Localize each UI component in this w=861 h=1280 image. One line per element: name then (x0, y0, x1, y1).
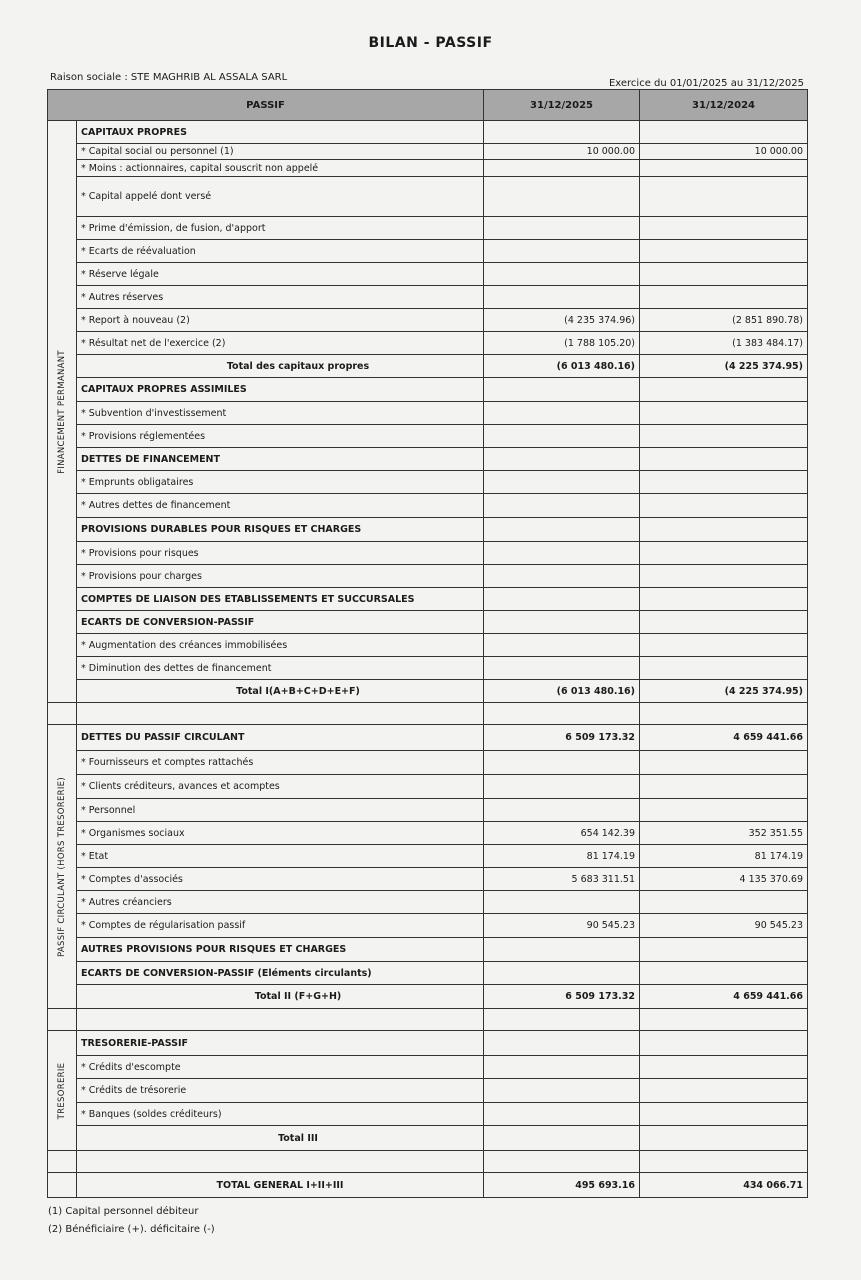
value-2024 (640, 494, 808, 518)
value-2025: 90 545.23 (484, 914, 640, 938)
value-2024 (640, 1126, 808, 1151)
table-row (48, 402, 808, 425)
value-2024 (640, 1151, 808, 1173)
group-label: FINANCEMENT PERMANANT (57, 349, 67, 474)
value-2024 (640, 286, 808, 309)
value-2025 (484, 286, 640, 309)
value-2025 (484, 177, 640, 217)
row-label: DETTES DE FINANCEMENT (77, 448, 484, 471)
header-year-2024: 31/12/2024 (640, 90, 808, 121)
table-row (48, 891, 808, 914)
value-2025 (484, 657, 640, 680)
table-row (48, 378, 808, 402)
value-2024 (640, 402, 808, 425)
value-2025 (484, 518, 640, 542)
group-financement-permanent (48, 121, 77, 703)
value-2025 (484, 425, 640, 448)
value-2024: 4 659 441.66 (640, 985, 808, 1009)
row-label: COMPTES DE LIAISON DES ETABLISSEMENTS ET SUCCURSALES (77, 588, 484, 611)
value-2024 (640, 542, 808, 565)
row-label: Total III (77, 1126, 484, 1151)
fiscal-period: Exercice du 01/01/2025 au 31/12/2025 (608, 78, 804, 89)
table-row (48, 868, 808, 891)
value-2025 (484, 471, 640, 494)
row-label: * Autres créanciers (77, 891, 484, 914)
row-label: CAPITAUX PROPRES (77, 121, 484, 144)
row-label (77, 1151, 484, 1173)
row-label: * Comptes d'associés (77, 868, 484, 891)
row-label: * Subvention d'investissement (77, 402, 484, 425)
group-label: TRESORERIE (57, 1062, 67, 1119)
table-row (48, 263, 808, 286)
row-label: * Crédits d'escompte (77, 1056, 484, 1079)
table-row (48, 938, 808, 962)
row-label (77, 703, 484, 725)
value-2025: (6 013 480.16) (484, 680, 640, 703)
row-label: * Report à nouveau (2) (77, 309, 484, 332)
value-2024: 4 135 370.69 (640, 868, 808, 891)
value-2025 (484, 565, 640, 588)
table-row (48, 914, 808, 938)
table-row (48, 471, 808, 494)
value-2024 (640, 588, 808, 611)
value-2025 (484, 634, 640, 657)
value-2024: 90 545.23 (640, 914, 808, 938)
table-row (48, 160, 808, 177)
value-2024 (640, 121, 808, 144)
company-name: Raison sociale : STE MAGHRIB AL ASSALA SARL (50, 72, 288, 83)
value-2025: 6 509 173.32 (484, 725, 640, 751)
table-row (48, 680, 808, 703)
value-2025: (4 235 374.96) (484, 309, 640, 332)
value-2024: (4 225 374.95) (640, 355, 808, 378)
table-row (48, 588, 808, 611)
table-row (48, 240, 808, 263)
value-2025: 81 174.19 (484, 845, 640, 868)
header-passif: PASSIF (48, 90, 484, 121)
value-2025 (484, 378, 640, 402)
table-row (48, 144, 808, 160)
value-2025: (6 013 480.16) (484, 355, 640, 378)
table-row (48, 286, 808, 309)
row-label: ECARTS DE CONVERSION-PASSIF (Eléments circulants) (77, 962, 484, 985)
value-2024 (640, 1079, 808, 1103)
row-label: * Ecarts de réévaluation (77, 240, 484, 263)
group-empty-cell (48, 703, 77, 725)
table-row (48, 518, 808, 542)
value-2025 (484, 402, 640, 425)
value-2024 (640, 938, 808, 962)
value-2024: 4 659 441.66 (640, 725, 808, 751)
passif-table (47, 89, 808, 1198)
table-row (48, 542, 808, 565)
table-row (48, 177, 808, 217)
row-label: ECARTS DE CONVERSION-PASSIF (77, 611, 484, 634)
table-row (48, 1079, 808, 1103)
group-label: PASSIF CIRCULANT (HORS TRESORERIE) (57, 776, 67, 957)
value-2024 (640, 240, 808, 263)
value-2025 (484, 588, 640, 611)
value-2025 (484, 962, 640, 985)
value-2025 (484, 160, 640, 177)
value-2025: 654 142.39 (484, 822, 640, 845)
value-2025 (484, 494, 640, 518)
value-2024 (640, 518, 808, 542)
table-row (48, 494, 808, 518)
table-row (48, 1056, 808, 1079)
row-label: TOTAL GENERAL I+II+III (77, 1173, 484, 1198)
group-passif-circulant (48, 725, 77, 1009)
row-label: * Capital social ou personnel (1) (77, 144, 484, 160)
value-2025 (484, 240, 640, 263)
table-row (48, 962, 808, 985)
header-year-2025: 31/12/2025 (484, 90, 640, 121)
table-row (48, 1103, 808, 1126)
spacer-row (48, 1151, 808, 1173)
table-header-row (48, 90, 808, 121)
table-row (48, 634, 808, 657)
table-row (48, 751, 808, 775)
table-row (48, 309, 808, 332)
value-2024 (640, 565, 808, 588)
value-2024: (1 383 484.17) (640, 332, 808, 355)
value-2024 (640, 177, 808, 217)
row-label: * Provisions pour charges (77, 565, 484, 588)
value-2024 (640, 775, 808, 799)
value-2025 (484, 121, 640, 144)
row-label: * Emprunts obligataires (77, 471, 484, 494)
value-2025 (484, 448, 640, 471)
row-label: * Résultat net de l'exercice (2) (77, 332, 484, 355)
value-2025: 495 693.16 (484, 1173, 640, 1198)
value-2024 (640, 611, 808, 634)
row-label (77, 1009, 484, 1031)
row-label: * Capital appelé dont versé (77, 177, 484, 217)
value-2025: 10 000.00 (484, 144, 640, 160)
row-label: * Provisions réglementées (77, 425, 484, 448)
row-label: Total I(A+B+C+D+E+F) (77, 680, 484, 703)
row-label: * Personnel (77, 799, 484, 822)
table-row (48, 121, 808, 144)
table-row (48, 1031, 808, 1056)
spacer-row (48, 703, 808, 725)
row-label: * Diminution des dettes de financement (77, 657, 484, 680)
table-row (48, 332, 808, 355)
row-label: * Prime d'émission, de fusion, d'apport (77, 217, 484, 240)
table-row (48, 425, 808, 448)
value-2024: 10 000.00 (640, 144, 808, 160)
group-tresorerie (48, 1031, 77, 1151)
value-2025 (484, 217, 640, 240)
value-2025 (484, 799, 640, 822)
value-2025 (484, 703, 640, 725)
spacer-row (48, 1009, 808, 1031)
value-2024 (640, 751, 808, 775)
group-empty-cell (48, 1009, 77, 1031)
row-label: CAPITAUX PROPRES ASSIMILES (77, 378, 484, 402)
row-label: * Autres dettes de financement (77, 494, 484, 518)
value-2025 (484, 891, 640, 914)
value-2025 (484, 1151, 640, 1173)
value-2025 (484, 542, 640, 565)
value-2024 (640, 160, 808, 177)
value-2025 (484, 1103, 640, 1126)
table-body (48, 121, 808, 1198)
group-empty-cell (48, 1173, 77, 1198)
table-row (48, 725, 808, 751)
table-row (48, 611, 808, 634)
row-label: * Comptes de régularisation passif (77, 914, 484, 938)
table-row (48, 775, 808, 799)
row-label: * Etat (77, 845, 484, 868)
value-2025 (484, 1056, 640, 1079)
value-2024 (640, 217, 808, 240)
value-2024 (640, 657, 808, 680)
row-label: * Clients créditeurs, avances et acomptes (77, 775, 484, 799)
group-empty-cell (48, 1151, 77, 1173)
value-2025 (484, 1009, 640, 1031)
table-row (48, 217, 808, 240)
row-label: * Provisions pour risques (77, 542, 484, 565)
row-label: Total II (F+G+H) (77, 985, 484, 1009)
value-2024 (640, 1056, 808, 1079)
value-2024 (640, 263, 808, 286)
value-2024 (640, 962, 808, 985)
row-label: * Moins : actionnaires, capital souscrit non appelé (77, 160, 484, 177)
row-label: DETTES DU PASSIF CIRCULANT (77, 725, 484, 751)
value-2024 (640, 378, 808, 402)
value-2025 (484, 611, 640, 634)
value-2024: 352 351.55 (640, 822, 808, 845)
row-label: * Fournisseurs et comptes rattachés (77, 751, 484, 775)
footnote-2: (2) Bénéficiaire (+). déficitaire (-) (48, 1224, 215, 1235)
row-label: * Banques (soldes créditeurs) (77, 1103, 484, 1126)
value-2024 (640, 471, 808, 494)
value-2024 (640, 799, 808, 822)
value-2025: (1 788 105.20) (484, 332, 640, 355)
row-label: * Augmentation des créances immobilisées (77, 634, 484, 657)
row-label: * Autres réserves (77, 286, 484, 309)
value-2024 (640, 891, 808, 914)
table-row (48, 448, 808, 471)
value-2025: 6 509 173.32 (484, 985, 640, 1009)
value-2024 (640, 1103, 808, 1126)
value-2025 (484, 775, 640, 799)
row-label: PROVISIONS DURABLES POUR RISQUES ET CHARGES (77, 518, 484, 542)
table-row (48, 845, 808, 868)
row-label: Total des capitaux propres (77, 355, 484, 378)
value-2025 (484, 1126, 640, 1151)
value-2024: 434 066.71 (640, 1173, 808, 1198)
table-row (48, 799, 808, 822)
row-label: * Crédits de trésorerie (77, 1079, 484, 1103)
value-2024: 81 174.19 (640, 845, 808, 868)
value-2024: (4 225 374.95) (640, 680, 808, 703)
page-title: BILAN - PASSIF (368, 35, 493, 51)
table-row (48, 985, 808, 1009)
value-2024 (640, 634, 808, 657)
table-row (48, 565, 808, 588)
table-row (48, 1126, 808, 1151)
table-row (48, 657, 808, 680)
value-2024 (640, 1031, 808, 1056)
table-row (48, 355, 808, 378)
value-2024 (640, 703, 808, 725)
value-2025 (484, 263, 640, 286)
value-2025 (484, 938, 640, 962)
row-label: * Réserve légale (77, 263, 484, 286)
value-2025: 5 683 311.51 (484, 868, 640, 891)
table-row (48, 1173, 808, 1198)
footnote-1: (1) Capital personnel débiteur (48, 1206, 199, 1217)
row-label: * Organismes sociaux (77, 822, 484, 845)
value-2025 (484, 751, 640, 775)
table-row (48, 822, 808, 845)
footnotes (48, 1203, 215, 1239)
row-label: AUTRES PROVISIONS POUR RISQUES ET CHARGES (77, 938, 484, 962)
value-2025 (484, 1031, 640, 1056)
row-label: TRESORERIE-PASSIF (77, 1031, 484, 1056)
value-2024 (640, 425, 808, 448)
value-2024 (640, 1009, 808, 1031)
value-2024: (2 851 890.78) (640, 309, 808, 332)
value-2025 (484, 1079, 640, 1103)
value-2024 (640, 448, 808, 471)
